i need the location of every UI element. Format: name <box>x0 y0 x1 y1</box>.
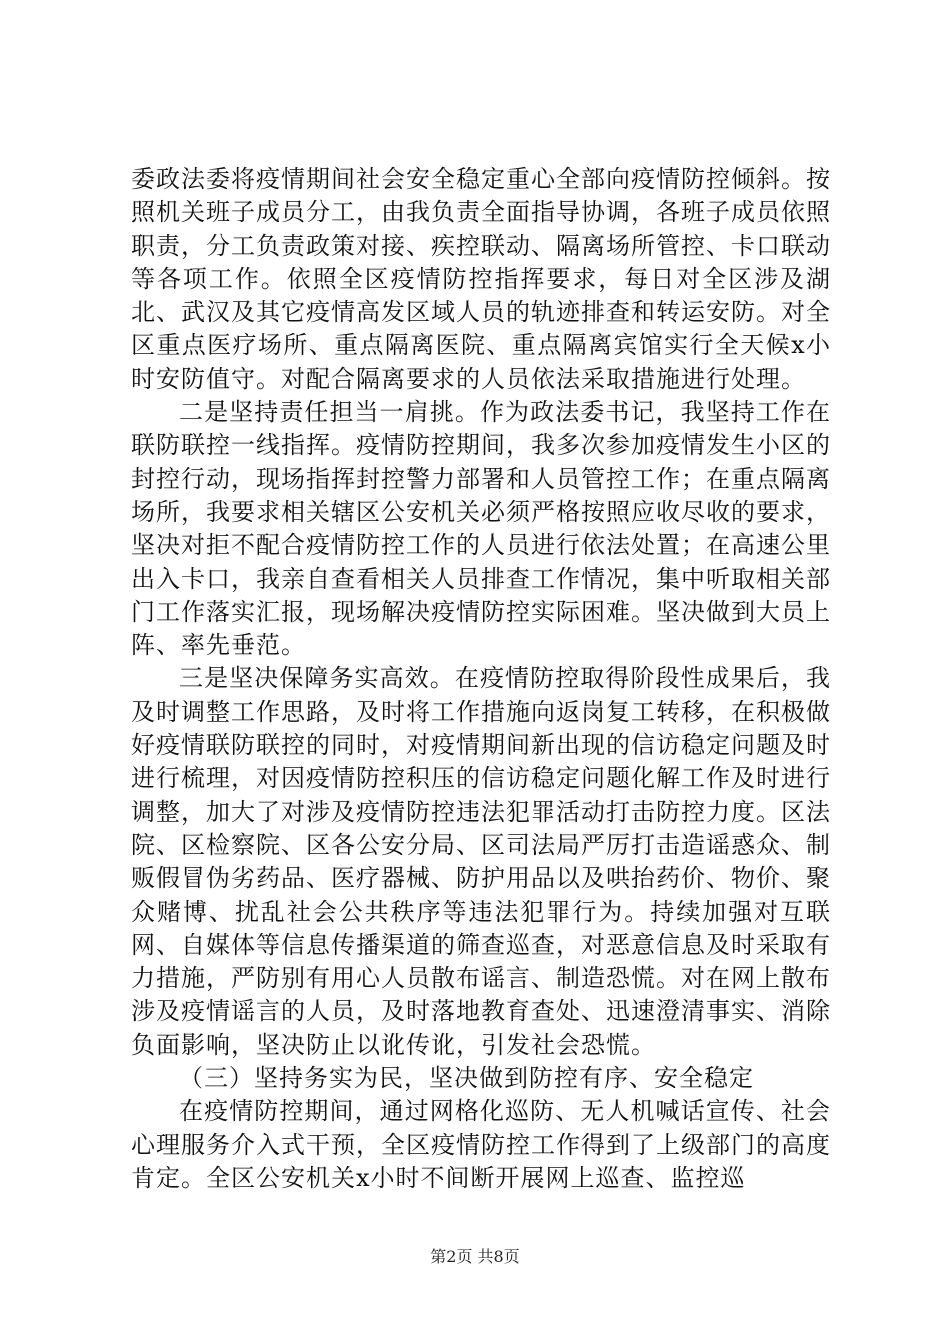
paragraph-3: 三是坚决保障务实高效。在疫情防控取得阶段性成果后，我及时调整工作思路，及时将工作措施向返岗复工转移，在积极做好疫情联防联控的同时，对疫情期间新出现的信访稳定问题及时进行梳理，对因疫情防控积压的信访稳定问题化解工作及时进行调整，加大了对涉及疫情防控违法犯罪活动打击防控力度。区法院、区检察院、区各公安分局、区司法局严厉打击造谣惑众、制贩假冒伪劣药品、医疗器械、防护用品以及哄抬药价、物价、聚众赌博、扰乱社会公共秩序等违法犯罪行为。持续加强对互联网、自媒体等信息传播渠道的筛查巡查，对恶意信息及时采取有力措施，严防别有用心人员散布谣言、制造恐慌。对在网上散布涉及疫情谣言的人员，及时落地教育查处、迅速澄清事实、消除负面影响，坚决防止以讹传讹，引发社会恐慌。 <box>131 664 831 1059</box>
page-footer: 第2页 共8页 <box>430 1247 520 1266</box>
section-heading: （三）坚持务实为民，坚决做到防控有序、安全稳定 <box>179 1064 754 1093</box>
document-body <box>131 163 831 1195</box>
paragraph-2: 二是坚持责任担当一肩挑。作为政法委书记，我坚持工作在联防联控一线指挥。疫情防控期间，我多次参加疫情发生小区的封控行动，现场指挥封控警力部署和人员管控工作；在重点隔离场所，我要求相关辖区公安机关必须严格按照应收尽收的要求，坚决对拒不配合疫情防控工作的人员进行依法处置；在高速公里出入卡口，我亲自查看相关人员排查工作情况，集中听取相关部门工作落实汇报，现场解决疫情防控实际困难。坚决做到大员上阵、率先垂范。 <box>131 398 831 660</box>
paragraph-4: 在疫情防控期间，通过网格化巡防、无人机喊话宣传、社会心理服务介入式干预，全区疫情防控工作得到了上级部门的高度肯定。全区公安机关x小时不间断开展网上巡查、监控巡 <box>131 1097 831 1192</box>
paragraph-1: 委政法委将疫情期间社会安全稳定重心全部向疫情防控倾斜。按照机关班子成员分工，由我负责全面指导协调，各班子成员依照职责，分工负责政策对接、疾控联动、隔离场所管控、卡口联动等各项工作。依照全区疫情防控指挥要求，每日对全区涉及湖北、武汉及其它疫情高发区域人员的轨迹排查和转运安防。对全区重点医疗场所、重点隔离医院、重点隔离宾馆实行全天候x小时安防值守。对配合隔离要求的人员依法采取措施进行处理。 <box>131 165 831 393</box>
